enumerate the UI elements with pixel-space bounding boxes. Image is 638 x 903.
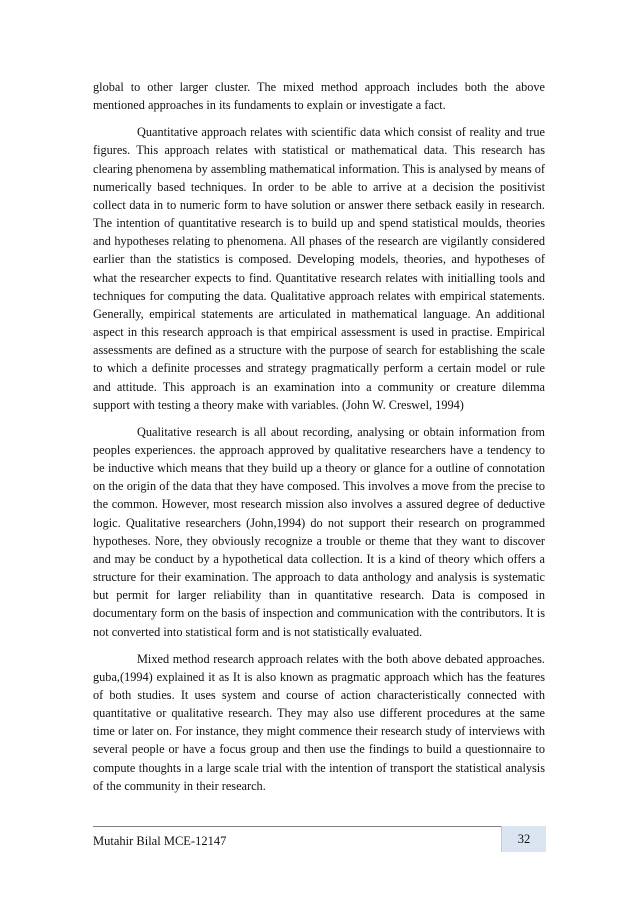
- footer-author: Mutahir Bilal MCE-12147: [93, 834, 227, 848]
- paragraph-mixed-method: Mixed method research approach relates with the both above debated approaches. guba,(1994) explained it as It is also known as pragmatic approach which has the features of both studies. It uses system and course of action characteristically connected with quantitative or qualitative research. They may also use different procedures at the same time or later on. For instance, they might commence their research study of interviews with several people or have a focus group and then use the findings to build a questionnaire to compute thoughts in a large scale trial with the intention of transport the statistical analysis of the community in their research.: [93, 651, 545, 793]
- paragraph-qualitative: Qualitative research is all about recording, analysing or obtain information from peoples experiences. the approach approved by qualitative researchers have a tendency to be inductive which means that they build up a theory or glance for a outline of connotation on the origin of the data that they have composed. This involves a move from the precise to the common. However, most research mission also involves a assured degree of deductive logic. Qualitative researchers (John,1994) do not support their research on programmed hypotheses. Nore, they obviously recognize a trouble or theme that they want to discover and may be conduct by a hypothetical data collection. It is a kind of theory which offers a structure for their examination. The approach to data anthology and analysis is systematic but permit for larger reliability than in quantitative research. Data is composed in documentary form on the basis of inspection and communication with the contributors. It is not converted into statistical form and is not statistically evaluated.: [93, 424, 545, 639]
- paragraph-continuation: global to other larger cluster. The mixed method approach includes both the above mentioned approaches in its fundaments to explain or investigate a fact.: [93, 80, 545, 113]
- paragraph-quantitative: Quantitative approach relates with scientific data which consist of reality and true figures. This approach relates with statistical or mathematical data. This research has clearing phenomena by assembling mathematical information. This is analysed by means of numerically based techniques. In order to be able to arrive at a decision the positivist collect data in to numeric form to have solution or answer there setback easily in research. The intention of quantitative research is to build up and spend statistical moulds, theories and hypotheses relating to phenomena. All phases of the research are vigilantly considered earlier than the statistics is composed. Developing models, theories, and hypotheses of what the researcher expects to find. Quantitative research relates with initialling tools and techniques for computing the data. Qualitative approach relates with empirical statements. Generally, empirical statements are articulated in mathematical language. An additional aspect in this research approach is that empirical assessment is used in practise. Empirical assessments are defined as a structure with the purpose of search for establishing the scale to which a definite processes and strategy pragmatically perform a certain model or rule and attitude. This approach is an examination into a community or creature dilemma support with testing a theory make with variables. (John W. Creswel, 1994): [93, 125, 545, 412]
- body-text: [93, 78, 545, 795]
- page-number: 32: [501, 826, 546, 852]
- page-footer: [93, 826, 546, 853]
